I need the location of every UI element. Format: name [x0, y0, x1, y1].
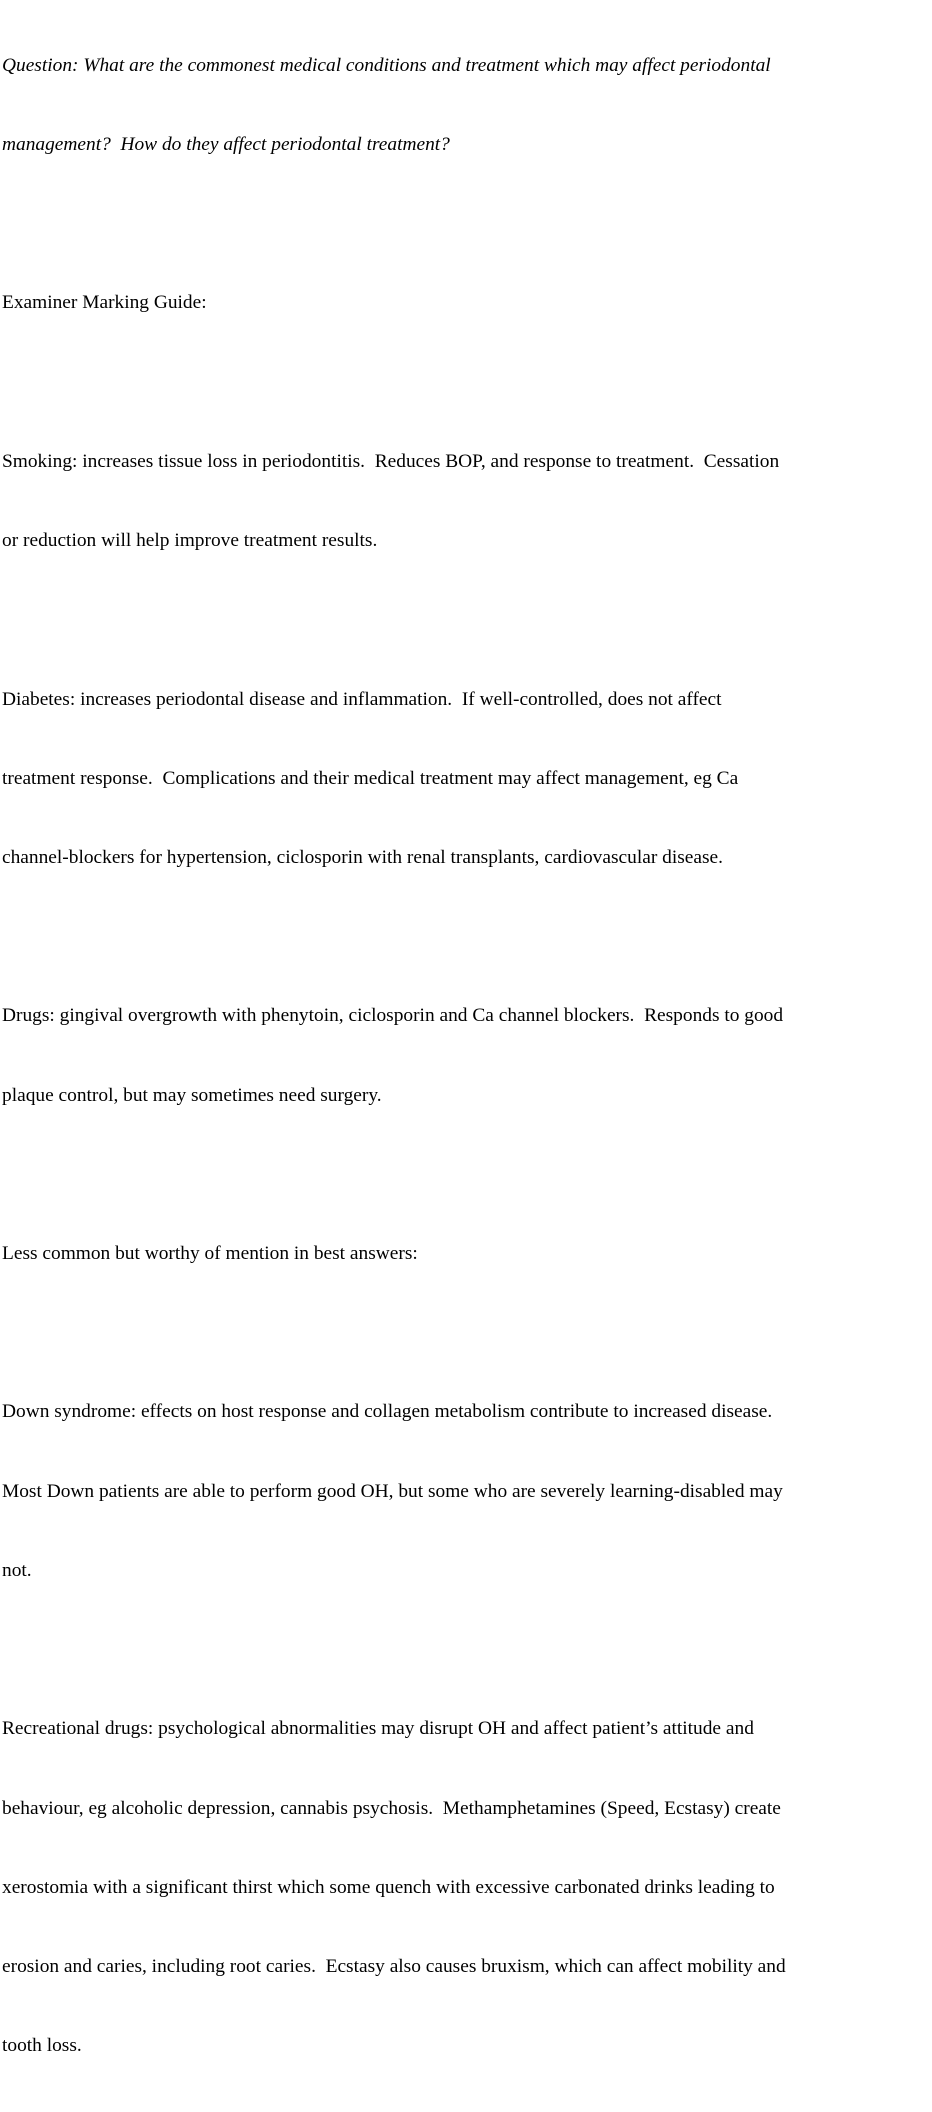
marking-guide-heading	[2, 238, 930, 370]
down-syndrome-line: not.	[2, 1559, 32, 1581]
down-syndrome-line: Down syndrome: effects on host response and collagen metabolism contribute to increased disease.	[2, 1401, 773, 1423]
less-common-heading	[2, 1188, 930, 1320]
marking-guide-heading-text: Examiner Marking Guide:	[2, 292, 207, 314]
question-paragraph	[2, 0, 930, 211]
recreational-drugs-line: behaviour, eg alcoholic depression, cannabis psychosis. Methamphetamines (Speed, Ecstasy) create	[2, 1797, 781, 1819]
drugs-line: Drugs: gingival overgrowth with phenytoin, ciclosporin and Ca channel blockers. Responds to good	[2, 1005, 784, 1027]
recreational-drugs-line: Recreational drugs: psychological abnormalities may disrupt OH and affect patient’s attitude and	[2, 1718, 754, 1740]
down-syndrome-line: Most Down patients are able to perform good OH, but some who are severely learning-disabled may	[2, 1480, 783, 1502]
diabetes-line: channel-blockers for hypertension, ciclosporin with renal transplants, cardiovascular disease.	[2, 846, 723, 868]
document-page	[2, 0, 930, 2112]
recreational-drugs-line: xerostomia with a significant thirst which some quench with excessive carbonated drinks leading to	[2, 1876, 775, 1898]
smoking-line: or reduction will help improve treatment results.	[2, 530, 378, 552]
diabetes-paragraph	[2, 634, 930, 924]
drugs-paragraph	[2, 951, 930, 1162]
diabetes-line: treatment response. Complications and their medical treatment may affect management, eg Ca	[2, 767, 739, 789]
question-line: Question: What are the commonest medical conditions and treatment which may affect periodontal	[2, 54, 771, 76]
recreational-drugs-line: tooth loss.	[2, 2035, 82, 2057]
smoking-line: Smoking: increases tissue loss in periodontitis. Reduces BOP, and response to treatment. Cessation	[2, 450, 780, 472]
drugs-line: plaque control, but may sometimes need surgery.	[2, 1084, 382, 1106]
question-line: management? How do they affect periodontal treatment?	[2, 134, 450, 156]
smoking-paragraph	[2, 396, 930, 607]
down-syndrome-paragraph	[2, 1347, 930, 1637]
diabetes-line: Diabetes: increases periodontal disease and inflammation. If well-controlled, does not affect	[2, 688, 722, 710]
recreational-drugs-paragraph	[2, 1663, 930, 2112]
recreational-drugs-line: erosion and caries, including root caries. Ecstasy also causes bruxism, which can affect mobility and	[2, 1955, 786, 1977]
less-common-heading-text: Less common but worthy of mention in best answers:	[2, 1243, 418, 1265]
